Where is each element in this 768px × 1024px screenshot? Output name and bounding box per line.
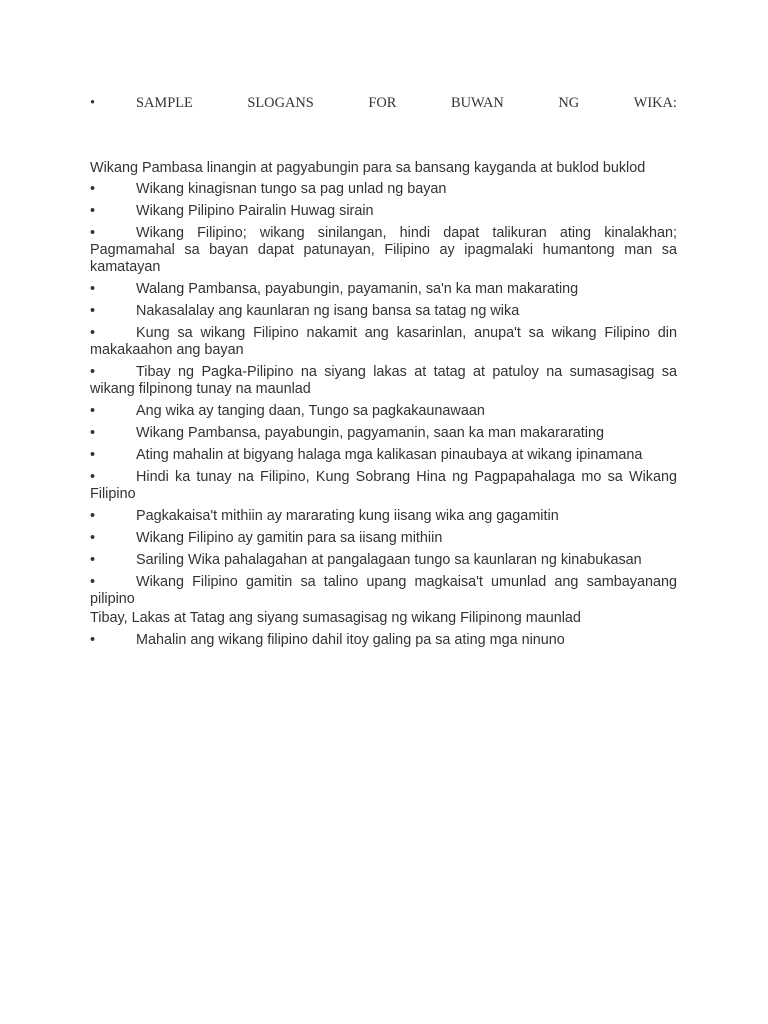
list-item [90, 225, 677, 276]
list-item-text: Nakasalalay ang kaunlaran ng isang bansa sa tatag ng wika [136, 303, 520, 319]
heading-word: WIKA: [633, 95, 677, 111]
list-item-text: Mahalin ang wikang filipino dahil itoy galing pa sa ating mga ninuno [136, 632, 565, 648]
heading-word: BUWAN [450, 95, 504, 111]
list-item-text: Wikang kinagisnan tungo sa pag unlad ng bayan [136, 181, 447, 197]
bullet-mark: • [90, 325, 96, 341]
bullet-mark: • [90, 530, 96, 546]
list-item [90, 364, 677, 398]
list-item-text: Wikang Filipino ay gamitin para sa iisang mithiin [136, 530, 443, 546]
list-item-text: Hindi ka tunay na Filipino, Kung Sobrang Hina ng Pagpapahalaga mo sa Wikang Filipino [90, 469, 677, 502]
bullet-mark: • [90, 281, 96, 297]
list-item [90, 281, 677, 298]
heading-line [90, 95, 677, 113]
list-item-text: Kung sa wikang Filipino nakamit ang kasarinlan, anupa't sa wikang Filipino din makakaahon ang bayan [90, 325, 677, 358]
list-item-text: Wikang Pilipino Pairalin Huwag sirain [136, 203, 374, 219]
bullet-mark: • [90, 425, 96, 441]
plain-paragraph: Tibay, Lakas at Tatag ang siyang sumasagisag ng wikang Filipinong maunlad [90, 610, 581, 626]
list-item [90, 508, 677, 525]
list-item-text: Ating mahalin at bigyang halaga mga kalikasan pinaubaya at wikang ipinamana [136, 447, 643, 463]
bullet-mark: • [90, 632, 96, 648]
list-item [90, 325, 677, 359]
list-item [90, 469, 677, 503]
bullet-mark: • [90, 303, 96, 319]
list-item-text: Pagkakaisa't mithiin ay mararating kung iisang wika ang gagamitin [136, 508, 559, 524]
intro-paragraph: Wikang Pambasa linangin at pagyabungin para sa bansang kayganda at buklod buklod [90, 160, 646, 176]
list-item [90, 181, 677, 198]
heading-word: SLOGANS [247, 95, 314, 111]
list-item [90, 574, 677, 608]
bullet-mark: • [90, 181, 96, 197]
list-item-text: Tibay ng Pagka-Pilipino na siyang lakas at tatag at patuloy na sumasagisag sa wikang filpinong tunay na maunlad [90, 364, 677, 397]
list-item [90, 403, 677, 420]
bullet-mark: • [90, 508, 96, 524]
bullet-mark: • [90, 574, 96, 590]
list-item-text: Sariling Wika pahalagahan at pangalagaan tungo sa kaunlaran ng kinabukasan [136, 552, 642, 568]
list-item [90, 203, 677, 220]
heading-bullet: • [90, 95, 96, 111]
list-item [90, 552, 677, 569]
heading-word: NG [558, 95, 580, 111]
heading-word: SAMPLE [136, 95, 193, 111]
bullet-mark: • [90, 469, 96, 485]
list-item [90, 530, 677, 547]
bullet-mark: • [90, 403, 96, 419]
list-item [90, 303, 677, 320]
list-item-text: Ang wika ay tanging daan, Tungo sa pagkakaunawaan [136, 403, 485, 419]
heading-word: FOR [368, 95, 397, 111]
list-item [90, 447, 677, 464]
list-item [90, 632, 677, 649]
bullet-mark: • [90, 225, 96, 241]
list-item [90, 425, 677, 442]
list-item-text: Wikang Filipino gamitin sa talino upang magkaisa't umunlad ang sambayanang pilipino [90, 574, 677, 607]
list-item-text: Wikang Filipino; wikang sinilangan, hindi dapat talikuran ating kinalakhan; Pagmamahal sa bayan dapat patunayan, Filipino ay ipagmalaki humantong man sa kamatayan [90, 225, 677, 275]
list-item-text: Walang Pambansa, payabungin, payamanin, sa'n ka man makarating [136, 281, 579, 297]
bullet-mark: • [90, 447, 96, 463]
slogan-list [90, 160, 677, 654]
list-item-text: Wikang Pambansa, payabungin, pagyamanin, saan ka man makararating [136, 425, 604, 441]
bullet-mark: • [90, 364, 96, 380]
bullet-mark: • [90, 552, 96, 568]
bullet-mark: • [90, 203, 96, 219]
